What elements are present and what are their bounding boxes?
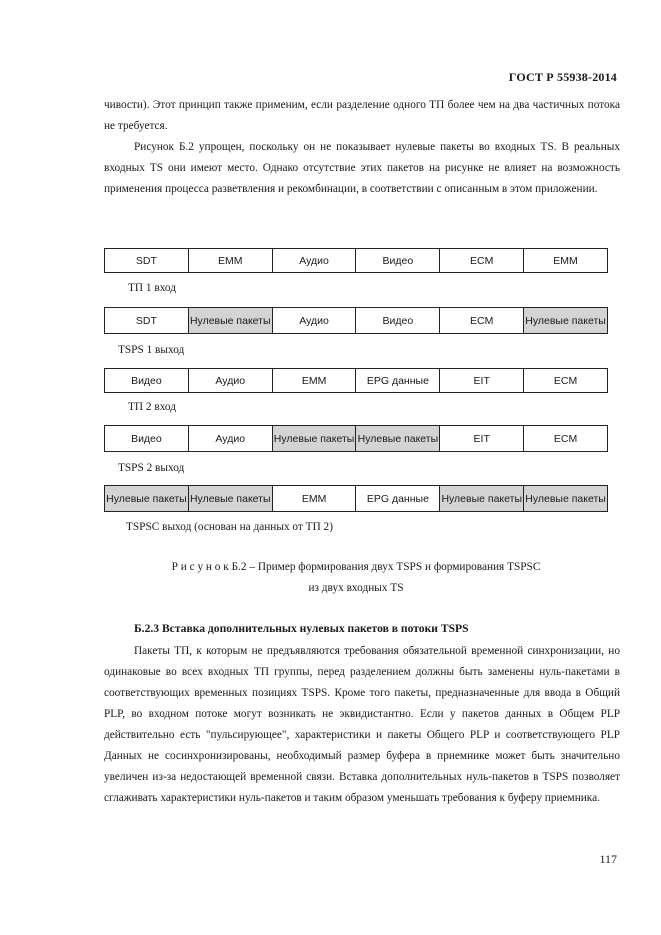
figure-caption-cont: из двух входных TS [308,582,404,594]
packet-cell: EMM [272,369,356,392]
packet-cell: Нулевые пакеты [272,426,356,451]
packet-cell: Видео [355,249,439,272]
packet-cell: EMM [272,486,356,511]
packet-cell: Аудио [272,308,356,333]
packet-cell: EMM [188,249,272,272]
packet-cell: EMM [523,249,607,272]
packet-cell: EIT [439,369,523,392]
packet-cell: ECM [439,249,523,272]
packet-cell: EPG данные [355,369,439,392]
stream-tsps1-output [104,307,608,334]
packet-cell: Видео [105,369,188,392]
stream-label: TSPS 2 выход [118,462,185,474]
figure-caption: Р и с у н о к Б.2 – Пример формирования двух TSPS и формирования TSPSC [171,561,541,573]
packet-cell: ECM [523,426,607,451]
packet-cell: Нулевые пакеты [355,426,439,451]
packet-cell: Аудио [188,426,272,451]
intro-paragraph-2: Рисунок Б.2 упрощен, поскольку он не показывает нулевые пакеты во входных TS. В реальных входных TS они имеют место. Однако отсутствие этих пакетов на рисунке не влияет на возможность применения процесса разветвления и рекомбинации, в соответствии с описанным в этом приложении. [104,141,620,195]
packet-cell: ECM [439,308,523,333]
section-heading: Б.2.3 Вставка дополнительных нулевых пакетов в потоки TSPS [134,622,469,635]
packet-cell: Нулевые пакеты [188,486,272,511]
stream-tspsc-output [104,485,608,512]
packet-cell: Видео [105,426,188,451]
packet-cell: SDT [105,308,188,333]
stream-label: TSPS 1 выход [118,344,185,356]
stream-label: ТП 1 вход [128,282,176,294]
stream-label: ТП 2 вход [128,401,176,413]
packet-cell: Нулевые пакеты [523,308,607,333]
packet-cell: Аудио [272,249,356,272]
stream-label: TSPSC выход (основан на данных от ТП 2) [126,521,333,533]
packet-cell: ECM [523,369,607,392]
stream-tsps2-output [104,425,608,452]
section-paragraph: Пакеты ТП, к которым не предъявляются требования обязательной временной синхронизации, но одинаковые во всех входных ТП группы, перед разделением должны быть заменены нуль-пакетами в соответствующих временных позициях TSPS. Кроме того пакеты, предназначенные для ввода в Общий PLP, во входном потоке могут возникать не эквидистантно. Если у пакетов данных в Общем PLP действительно есть "пульсирующее", характеристики и пакеты Общего PLP и соответствующего PLP Данных не сосинхронизированы, необходимый размер буфера в приемнике может быть значительно увеличен из-за недостающей временной связи. Вставка дополнительных нуль-пакетов в TSPS позволяет сглаживать характеристики нуль-пакетов и таким образом уменьшать требования к буферу приемника. [104,645,620,804]
stream-ts1-input [104,248,608,273]
packet-cell: Нулевые пакеты [439,486,523,511]
packet-cell: Нулевые пакеты [105,486,188,511]
packet-cell: SDT [105,249,188,272]
document-header: ГОСТ Р 55938-2014 [508,70,617,84]
packet-cell: Аудио [188,369,272,392]
packet-cell: Нулевые пакеты [188,308,272,333]
packet-cell: EPG данные [355,486,439,511]
stream-ts2-input [104,368,608,393]
packet-cell: Видео [355,308,439,333]
packet-cell: EIT [439,426,523,451]
packet-cell: Нулевые пакеты [523,486,607,511]
intro-paragraph-1: чивости). Этот принцип также применим, если разделение одного ТП более чем на два частичных потока не требуется. [104,99,620,132]
page-number: 117 [599,852,617,866]
